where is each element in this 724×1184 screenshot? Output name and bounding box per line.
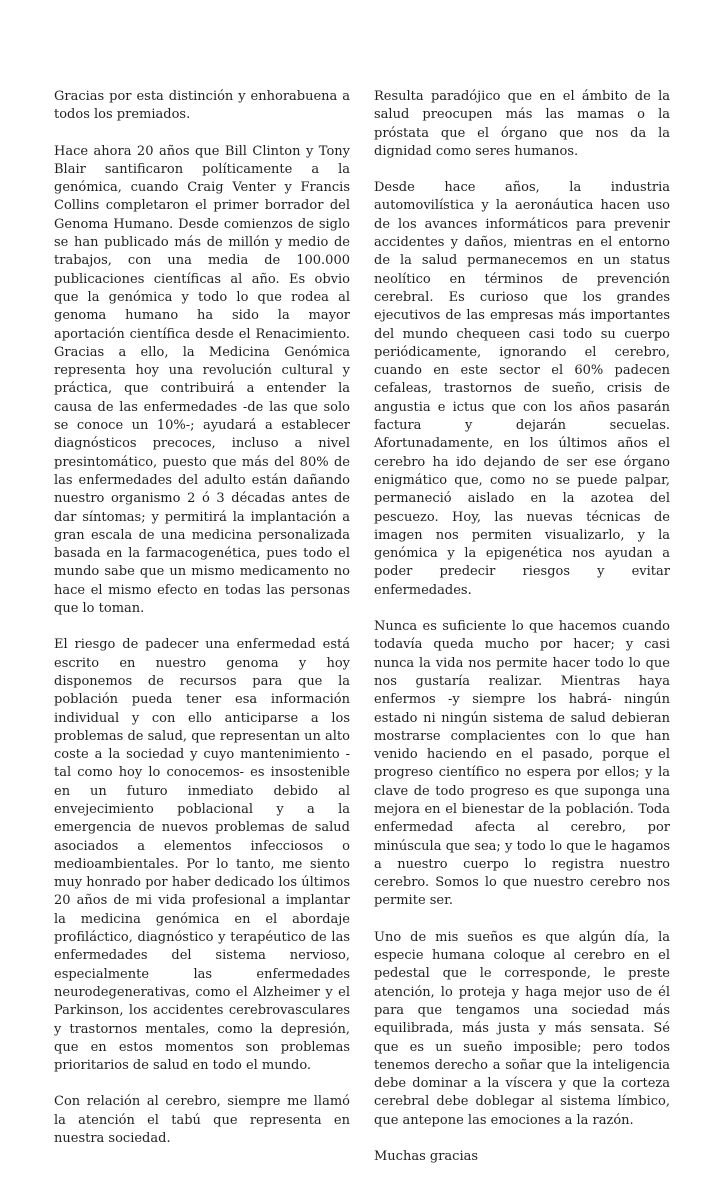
paragraph-thanks: Muchas gracias <box>374 1149 479 1165</box>
paragraph-risk: El riesgo de padecer una enfermedad está escrito en nuestro genoma y hoy disponemos de recursos para que la población pueda tener esa información individual y con ello anticiparse a los problemas de salud, que representan un alto coste a la sociedad y cuyo mantenimiento -tal como hoy lo conocemos- es insostenible en un futuro inmediato debido al envejecimiento poblacional y a la emergencia de nuevos problemas de salud asociados a elementos infecciosos o medioambientales. Por lo tanto, me siento muy honrado por haber dedicado los últimos 20 años de mi vida profesional a implantar la medicina genómica en el abordaje profiláctico, diagnóstico y terapéutico de las enfermedades del sistema nervioso, especialmente las enfermedades neurodegenerativas, como el Alzheimer y el Parkinson, los accidentes cerebrovasculares y trastornos mentales, como la depresión, que en estos momentos son problemas prioritarios de salud en todo el mundo. <box>54 637 350 1074</box>
left-column <box>54 88 350 1166</box>
right-column <box>374 88 670 1184</box>
paragraph-paradox: Resulta paradójico que en el ámbito de la salud preocupen más las mamas o la próstata que el órgano que nos da la dignidad como seres humanos. <box>374 89 670 159</box>
paragraph-greeting: Gracias por esta distinción y enhorabuena a todos los premiados. <box>54 89 350 123</box>
paragraph-never-enough: Nunca es suficiente lo que hacemos cuando todavía queda mucho por hacer; y casi nunca la vida nos permite hacer todo lo que nos gustaría realizar. Mientras haya enfermos -y siempre los habrá- ningún estado ni ningún sistema de salud debieran mostrarse complacientes con lo que han venido haciendo en el pasado, porque el progreso científico no espera por ellos; y la clave de todo progreso es que suponga una mejora en el bienestar de la población. Toda enfermedad afecta al cerebro, por minúscula que sea; y todo lo que le hagamos a nuestro cuerpo lo registra nuestro cerebro. Somos lo que nuestro cerebro nos permite ser. <box>374 619 670 909</box>
paragraph-dream: Uno de mis sueños es que algún día, la especie humana coloque al cerebro en el pedestal que le corresponde, le preste atención, lo proteja y haga mejor uso de él para que tengamos una sociedad más equilibrada, más justa y más sensata. Sé que es un sueño imposible; pero todos tenemos derecho a soñar que la inteligencia debe dominar a la víscera y que la corteza cerebral debe doblegar al sistema límbico, que antepone las emociones a la razón. <box>374 929 670 1128</box>
paragraph-brain-taboo: Con relación al cerebro, siempre me llamó la atención el tabú que representa en nuestra sociedad. <box>54 1094 350 1147</box>
paragraph-industry: Desde hace años, la industria automovilística y la aeronáutica hacen uso de los avances informáticos para prevenir accidentes y daños, mientras en el entorno de la salud permanecemos en un status neolítico en términos de prevención cerebral. Es curioso que los grandes ejecutivos de las empresas más importantes del mundo chequeen casi todo su cuerpo periódicamente, ignorando el cerebro, cuando en este sector el 60% padecen cefaleas, trastornos de sueño, crisis de angustia e ictus que con los años pasarán factura y dejarán secuelas. Afortunadamente, en los últimos años el cerebro ha ido dejando de ser ese órgano enigmático que, como no se puede palpar, permaneció aislado en la azotea del pescuezo. Hoy, las nuevas técnicas de imagen nos permiten visualizarlo, y la genómica y la epigenética nos ayudan a poder predecir riesgos y evitar enfermedades. <box>374 180 670 598</box>
paragraph-genomics: Hace ahora 20 años que Bill Clinton y Tony Blair santificaron políticamente a la genómica, cuando Craig Venter y Francis Collins completaron el primer borrador del Genoma Humano. Desde comienzos de siglo se han publicado más de millón y medio de trabajos, con una media de 100.000 publicaciones científicas al año. Es obvio que la genómica y todo lo que rodea al genoma humano ha sido la mayor aportación científica desde el Renacimiento. Gracias a ello, la Medicina Genómica representa hoy una revolución cultural y práctica, que contribuirá a entender la causa de las enfermedades -de las que solo se conoce un 10%-; ayudará a establecer diagnósticos precoces, incluso a nivel presintomático, puesto que más del 80% de las enfermedades del adulto están dañando nuestro organismo 2 ó 3 décadas antes de dar síntomas; y permitirá la implantación a gran escala de una medicina personalizada basada en la farmacogenética, pues todo el mundo sabe que un mismo medicamento no hace el mismo efecto en todas las personas que lo toman. <box>54 143 350 617</box>
